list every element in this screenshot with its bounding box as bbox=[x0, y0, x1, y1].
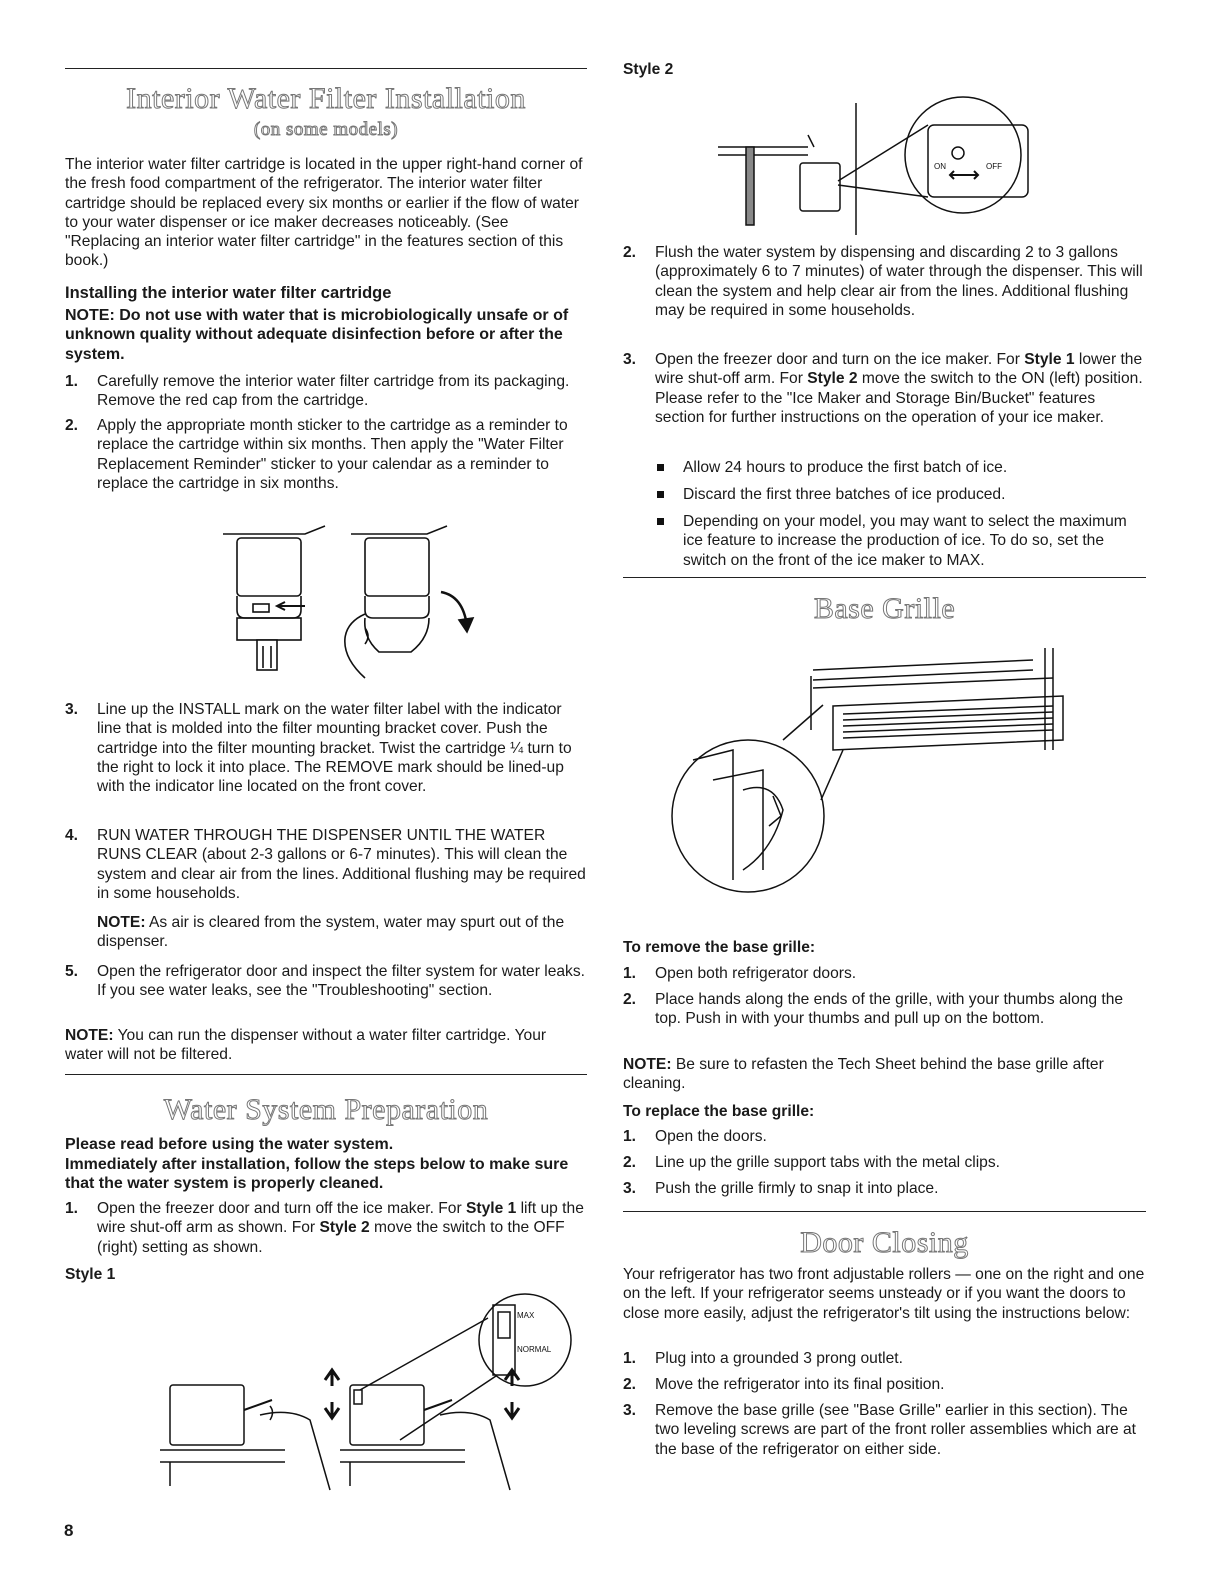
section-divider bbox=[623, 1211, 1146, 1212]
door-step-1 bbox=[623, 1349, 1146, 1368]
switch-max-label: MAX bbox=[517, 1311, 535, 1320]
step-text: Open the doors. bbox=[655, 1128, 767, 1145]
note-text: As air is cleared from the system, water may spurt out of the dispenser. bbox=[97, 914, 565, 951]
prep-step-3 bbox=[623, 350, 1146, 427]
step-2 bbox=[65, 416, 587, 493]
filter-intro: The interior water filter cartridge is located in the upper right-hand corner of the fresh food compartment of the refrigerator. The interior water filter cartridge should be replaced every six months or earlier if the flow of water to your water dispenser or ice maker decreases noticeably. (See "Replacing an interior water filter cartridge" in the features section of this book.) bbox=[65, 156, 583, 270]
step-4 bbox=[65, 826, 587, 903]
step-text: RUN WATER THROUGH THE DISPENSER UNTIL THE WATER RUNS CLEAR (about 2-3 gallons or 6-7 minutes). This will clean the system and clear air from the lines. Additional flushing may be required in some households. bbox=[97, 827, 586, 902]
step-text: Open the refrigerator door and inspect the filter system for water leaks. If you see water leaks, see the "Troubleshooting" section. bbox=[97, 963, 585, 1000]
style-ref: Style 1 bbox=[465, 1200, 517, 1217]
step-text: Move the refrigerator into its final position. bbox=[655, 1376, 945, 1393]
section-title-door: Door Closing bbox=[800, 1226, 969, 1259]
step-text: Flush the water system by dispensing and discarding 2 to 3 gallons (approximately 6 to 7 minutes) of water through the dispenser. This will clean the system and help clear air from the lines. Additional flushing may be required in some households. bbox=[655, 244, 1143, 319]
step-text: Carefully remove the interior water filter cartridge from its packaging. Remove the red cap from the cartridge. bbox=[97, 373, 570, 410]
switch-normal-label: NORMAL bbox=[517, 1345, 552, 1354]
step-3 bbox=[65, 700, 587, 796]
step-number: 2. bbox=[65, 417, 79, 434]
bullet-icon bbox=[657, 491, 664, 498]
filter-cartridge-illustration bbox=[215, 518, 475, 678]
step-text: Place hands along the ends of the grille, with your thumbs along the top. Push in with your thumbs and pull up on the bottom. bbox=[655, 991, 1124, 1028]
note-label: NOTE: bbox=[97, 914, 146, 931]
step-number: 3. bbox=[623, 1180, 637, 1197]
replace-grille-heading: To replace the base grille: bbox=[623, 1103, 815, 1120]
step-number: 1. bbox=[623, 1350, 637, 1367]
step-text: Open the freezer door and turn on the ice maker. For bbox=[655, 351, 1025, 368]
step-text: Open the freezer door and turn off the ice maker. For bbox=[97, 1200, 466, 1217]
prep-step-1 bbox=[65, 1199, 587, 1257]
style-ref: Style 2 bbox=[807, 370, 858, 388]
step-number: 3. bbox=[65, 701, 79, 718]
switch-off-label: OFF bbox=[986, 162, 1002, 171]
section-subtitle: (on some models) bbox=[253, 119, 399, 140]
style-2-illustration bbox=[718, 95, 1048, 235]
replace-step-2 bbox=[623, 1153, 1146, 1172]
door-intro: Your refrigerator has two front adjustable rollers — one on the right and one on the left. If your refrigerator seems unsteady or if you want the doors to close more easily, adjust the refrigerator's tilt using the instructions below: bbox=[623, 1266, 1145, 1322]
step-4-note bbox=[65, 913, 587, 952]
prep-step-2 bbox=[623, 243, 1146, 320]
grille-note bbox=[623, 1055, 1146, 1094]
bullet-text: Depending on your model, you may want to select the maximum ice feature to increase the production of ice. To do so, set the switch on the front of the ice maker to MAX. bbox=[683, 513, 1127, 569]
step-text: Line up the grille support tabs with the metal clips. bbox=[655, 1154, 1000, 1171]
section-title-preparation: Water System Preparation bbox=[163, 1093, 489, 1126]
remove-step-1 bbox=[623, 964, 1146, 983]
step-text: lower the wire shut-off arm. For bbox=[655, 351, 1143, 388]
step-number: 3. bbox=[623, 351, 637, 368]
section-divider bbox=[65, 68, 587, 69]
bullet-item bbox=[623, 458, 1146, 477]
step-number: 2. bbox=[623, 244, 637, 261]
door-step-3 bbox=[623, 1401, 1146, 1459]
note-label: NOTE: bbox=[623, 1056, 672, 1073]
style-1-label: Style 1 bbox=[65, 1266, 116, 1283]
step-5 bbox=[65, 962, 587, 1001]
step-number: 1. bbox=[65, 373, 79, 390]
remove-step-2 bbox=[623, 990, 1146, 1029]
style-2-label: Style 2 bbox=[623, 61, 674, 78]
note-text: Be sure to refasten the Tech Sheet behind the base grille after cleaning. bbox=[623, 1056, 1104, 1093]
step-number: 4. bbox=[65, 827, 79, 844]
style-ref: Style 2 bbox=[319, 1219, 370, 1237]
bullet-item bbox=[623, 512, 1146, 570]
prep-lead-2: Immediately after installation, follow the steps below to make sure that the water system is properly cleaned. bbox=[65, 1156, 569, 1193]
switch-on-label: ON bbox=[934, 162, 946, 171]
prep-lead-1: Please read before using the water system. bbox=[65, 1136, 394, 1153]
step-number: 3. bbox=[623, 1402, 637, 1419]
remove-grille-heading: To remove the base grille: bbox=[623, 939, 816, 956]
bullet-icon bbox=[657, 518, 664, 525]
step-text: Remove the base grille (see "Base Grille" earlier in this section). The two leveling screws are part of the front roller assemblies which are at the base of the refrigerator on either side. bbox=[655, 1402, 1137, 1458]
note-text: You can run the dispenser without a water filter cartridge. Your water will not be filtered. bbox=[65, 1027, 547, 1064]
bullet-icon bbox=[657, 464, 664, 471]
step-text: Plug into a grounded 3 prong outlet. bbox=[655, 1350, 903, 1367]
step-1 bbox=[65, 372, 587, 411]
step-text: move the switch to the OFF (right) setting as shown. bbox=[97, 1219, 565, 1256]
bullet-text: Discard the first three batches of ice produced. bbox=[683, 486, 1006, 503]
final-note bbox=[65, 1026, 587, 1065]
safety-note: NOTE: Do not use with water that is microbiologically unsafe or of unknown quality without adequate disinfection before or after the system. bbox=[65, 307, 569, 363]
step-text: Open both refrigerator doors. bbox=[655, 965, 857, 982]
step-text: move the switch to the ON (left) position. Please refer to the "Ice Maker and Storage Bin/Bucket" features section for further instructions on the operation of your ice maker. bbox=[655, 370, 1143, 426]
bullet-text: Allow 24 hours to produce the first batch of ice. bbox=[683, 459, 1008, 476]
step-number: 2. bbox=[623, 1376, 637, 1393]
page-number: 8 bbox=[64, 1521, 74, 1540]
section-title-filter: Interior Water Filter Installation bbox=[126, 82, 526, 115]
step-number: 2. bbox=[623, 991, 637, 1008]
base-grille-illustration bbox=[673, 640, 1093, 920]
note-label: NOTE: bbox=[65, 1027, 114, 1044]
step-number: 1. bbox=[623, 1128, 637, 1145]
replace-step-1 bbox=[623, 1127, 1146, 1146]
style-1-illustration bbox=[160, 1290, 590, 1490]
section-title-grille: Base Grille bbox=[813, 592, 956, 625]
step-number: 1. bbox=[65, 1200, 79, 1217]
door-step-2 bbox=[623, 1375, 1146, 1394]
install-heading: Installing the interior water filter cartridge bbox=[65, 284, 392, 302]
step-number: 5. bbox=[65, 963, 79, 980]
style-ref: Style 1 bbox=[1024, 351, 1075, 368]
step-text: Apply the appropriate month sticker to the cartridge as a reminder to replace the cartridge within six months. Then apply the "Water Filter Replacement Reminder" sticker to your calendar as a reminder to replace the cartridge in six months. bbox=[97, 417, 568, 492]
replace-step-3 bbox=[623, 1179, 1146, 1198]
step-text: lift up the wire shut-off arm as shown. For bbox=[97, 1200, 584, 1237]
section-divider bbox=[65, 1074, 587, 1075]
bullet-item bbox=[623, 485, 1146, 504]
step-text: Push the grille firmly to snap it into place. bbox=[655, 1180, 939, 1197]
step-number: 2. bbox=[623, 1154, 637, 1171]
step-text: Line up the INSTALL mark on the water filter label with the indicator line that is molded into the filter mounting bracket cover. Push the cartridge into the filter mounting bracket. Twist the cartridge ¼ turn to the right to lock it into place. The REMOVE mark should be lined-up with the indicator line located on the front cover. bbox=[97, 701, 572, 796]
step-number: 1. bbox=[623, 965, 637, 982]
section-divider bbox=[623, 577, 1146, 578]
